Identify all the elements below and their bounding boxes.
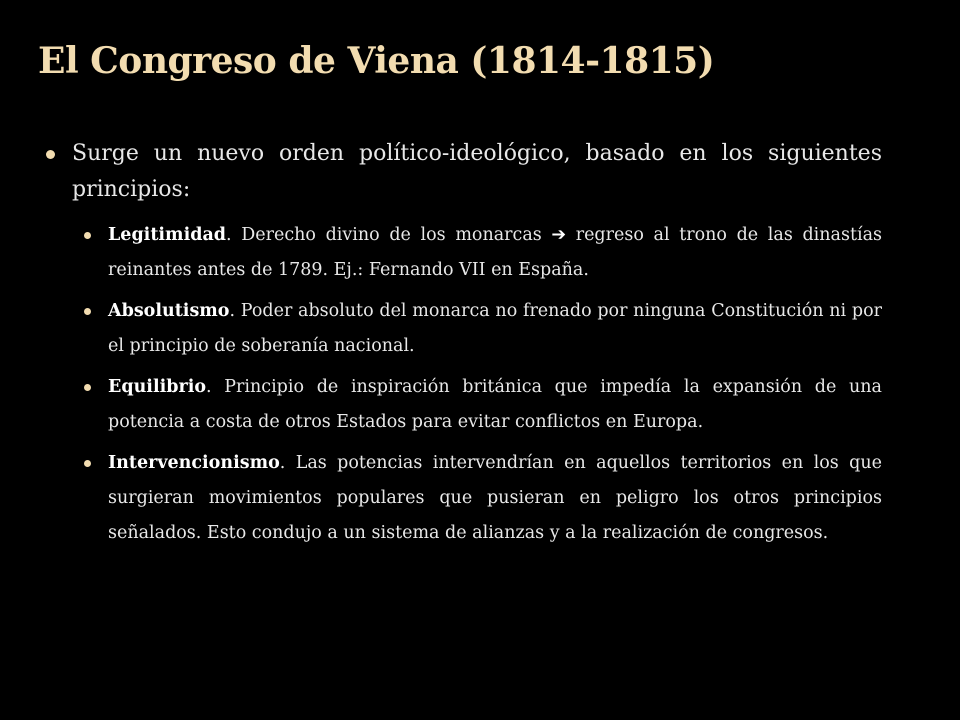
principle-term: Legitimidad bbox=[108, 225, 227, 245]
intro-bullet bbox=[46, 136, 882, 208]
principle-term: Intervencionismo bbox=[108, 453, 280, 473]
principle-text: . Derecho divino de los monarcas bbox=[226, 225, 552, 245]
principle-text: . Poder absoluto del monarca no frenado por ninguna Constitución ni por el principio de soberanía nacional. bbox=[108, 301, 882, 356]
bullet-dot-icon bbox=[84, 232, 91, 239]
bullet-dot-icon bbox=[84, 308, 91, 315]
slide-content bbox=[46, 136, 882, 557]
slide-title: El Congreso de Viena (1814-1815) bbox=[38, 40, 715, 82]
bullet-dot-icon bbox=[84, 384, 91, 391]
bullet-dot-icon bbox=[84, 460, 91, 467]
principle-text-after: regreso al trono de las dinastías reinantes antes de 1789. Ej.: Fernando VII en España. bbox=[108, 225, 882, 280]
intro-text: Surge un nuevo orden político-ideológico, basado en los siguientes principios: bbox=[72, 141, 882, 202]
principle-term: Equilibrio bbox=[108, 377, 207, 397]
principle-intervencionismo bbox=[108, 446, 882, 551]
bullet-dot-icon bbox=[46, 150, 55, 159]
principle-text: . Las potencias intervendrían en aquellos territorios en los que surgieran movimientos populares que pusieran en peligro los otros principios señalados. Esto condujo a un sistema de alianzas y a la realización de congresos. bbox=[108, 453, 882, 543]
principle-legitimidad bbox=[108, 218, 882, 288]
arrow-right-icon: ➔ bbox=[551, 225, 567, 245]
principle-equilibrio bbox=[108, 370, 882, 440]
principle-absolutismo bbox=[108, 294, 882, 364]
principle-term: Absolutismo bbox=[108, 301, 230, 321]
principle-text: . Principio de inspiración británica que impedía la expansión de una potencia a costa de otros Estados para evitar conflictos en Europa. bbox=[108, 377, 882, 432]
